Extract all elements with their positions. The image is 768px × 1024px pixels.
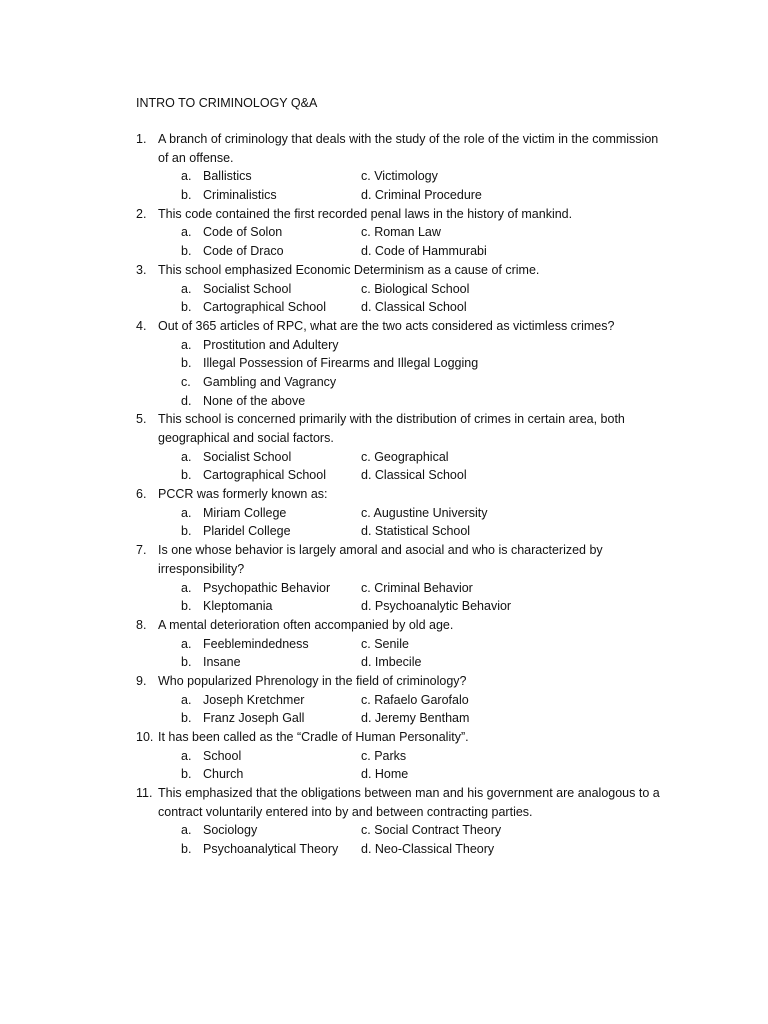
choice-row — [0, 691, 768, 710]
choice-row — [0, 597, 768, 616]
choice-text-alt: d. Home — [361, 767, 409, 782]
choice-text: Insane — [203, 655, 241, 670]
choice-letter: b. — [181, 188, 192, 203]
choice-text-alt: d. Psychoanalytic Behavior — [361, 599, 512, 614]
choice-letter: a. — [181, 337, 192, 352]
choice-letter: b. — [181, 468, 192, 483]
choice-letter: c. — [181, 374, 191, 389]
question-text: Out of 365 articles of RPC, what are the two acts considered as victimless crimes? — [158, 318, 615, 333]
choice-letter: a. — [181, 449, 192, 464]
choice-row — [0, 504, 768, 523]
choice-row — [0, 709, 768, 728]
choice-text: Code of Solon — [203, 225, 283, 240]
choice-text: Franz Joseph Gall — [203, 711, 305, 726]
question-text: It has been called as the “Cradle of Human Personality”. — [158, 730, 469, 744]
choice-text-alt: c. Roman Law — [361, 225, 441, 240]
question-number: 8. — [136, 617, 147, 632]
choice-text-alt: c. Parks — [361, 748, 407, 763]
choice-text-alt: d. Jeremy Bentham — [361, 711, 470, 726]
question-item — [0, 317, 768, 410]
choice-text-alt: c. Senile — [361, 636, 409, 651]
question-text: Is one whose behavior is largely amoral and asocial and who is characterized by — [158, 543, 603, 558]
choice-row — [0, 466, 768, 485]
choice-letter: b. — [181, 356, 192, 371]
question-number: 1. — [136, 132, 147, 146]
question-text: contract voluntarily entered into by and between contracting parties. — [158, 804, 533, 819]
choice-row — [0, 448, 768, 467]
question-text: This school emphasized Economic Determinism as a cause of crime. — [158, 262, 540, 277]
question-line — [0, 616, 768, 635]
question-text: This emphasized that the obligations between man and his government are analogous to a — [158, 786, 660, 801]
choice-text: Ballistics — [203, 169, 252, 184]
choice-row — [0, 765, 768, 784]
choice-row — [0, 821, 768, 840]
question-item — [0, 672, 768, 728]
choice-letter: a. — [181, 636, 192, 651]
choice-text-alt: c. Augustine University — [361, 505, 488, 520]
question-item — [0, 784, 768, 859]
choice-text-alt: d. Code of Hammurabi — [361, 244, 487, 259]
question-text: geographical and social factors. — [158, 431, 334, 445]
question-line — [0, 317, 768, 336]
question-list — [0, 130, 768, 859]
question-line — [0, 130, 768, 149]
choice-text: Miriam College — [203, 505, 287, 520]
question-line — [0, 410, 768, 429]
choice-text-alt: d. Criminal Procedure — [361, 188, 482, 203]
question-line — [0, 205, 768, 224]
choice-letter: b. — [181, 599, 192, 614]
choice-text: Code of Draco — [203, 244, 284, 259]
question-number: 10. — [136, 730, 154, 744]
choice-letter: a. — [181, 281, 192, 296]
question-number: 11. — [136, 786, 153, 801]
choice-letter: b. — [181, 655, 192, 670]
choice-text: Prostitution and Adultery — [203, 337, 339, 352]
question-line — [0, 149, 768, 168]
question-item — [0, 130, 768, 205]
choice-text: Joseph Kretchmer — [203, 692, 305, 707]
choice-text-alt: c. Victimology — [361, 169, 438, 184]
choice-letter: d. — [181, 393, 192, 408]
choice-text: Gambling and Vagrancy — [203, 374, 337, 389]
choice-text-alt: d. Classical School — [361, 300, 467, 315]
question-item — [0, 205, 768, 261]
choice-text-alt: c. Rafaelo Garofalo — [361, 692, 469, 707]
choice-row — [0, 747, 768, 766]
question-item — [0, 261, 768, 317]
choice-letter: b. — [181, 711, 192, 726]
choice-text-alt: d. Statistical School — [361, 524, 471, 539]
choice-text: Kleptomania — [203, 599, 273, 614]
choice-row — [0, 653, 768, 672]
choice-text-alt: c. Geographical — [361, 449, 449, 464]
question-item — [0, 616, 768, 672]
question-text: A branch of criminology that deals with the study of the role of the victim in the commission — [158, 132, 659, 146]
choice-letter: a. — [181, 169, 192, 184]
choice-row — [0, 298, 768, 317]
choice-letter: b. — [181, 300, 192, 315]
choice-text-alt: c. Criminal Behavior — [361, 580, 473, 595]
choice-letter: a. — [181, 823, 192, 838]
question-line — [0, 728, 768, 747]
choice-text: Criminalistics — [203, 188, 277, 203]
question-text: of an offense. — [158, 150, 234, 165]
choice-letter: a. — [181, 505, 192, 520]
choice-letter: a. — [181, 692, 192, 707]
question-line — [0, 429, 768, 448]
choice-text: School — [203, 748, 242, 763]
question-number: 9. — [136, 673, 147, 688]
question-number: 3. — [136, 262, 147, 277]
question-line — [0, 803, 768, 822]
document-title: INTRO TO CRIMINOLOGY Q&A — [136, 96, 318, 110]
question-number: 7. — [136, 543, 147, 558]
question-line — [0, 485, 768, 504]
choice-text: Sociology — [203, 823, 258, 838]
choice-text: Feeblemindedness — [203, 636, 309, 651]
choice-row — [0, 373, 768, 392]
choice-text-alt: d. Imbecile — [361, 655, 422, 670]
choice-text-alt: c. Biological School — [361, 281, 470, 296]
choice-row — [0, 579, 768, 598]
question-text: A mental deterioration often accompanied by old age. — [158, 617, 454, 632]
choice-text: Psychoanalytical Theory — [203, 842, 339, 857]
choice-text-alt: d. Neo-Classical Theory — [361, 842, 495, 857]
choice-row — [0, 242, 768, 261]
choice-text: Socialist School — [203, 281, 292, 296]
choice-row — [0, 635, 768, 654]
question-line — [0, 784, 768, 803]
question-text: This school is concerned primarily with the distribution of crimes in certain area, both — [158, 412, 625, 427]
choice-letter: a. — [181, 225, 192, 240]
question-item — [0, 728, 768, 784]
question-line — [0, 672, 768, 691]
choice-row — [0, 392, 768, 411]
question-line — [0, 541, 768, 560]
choice-text-alt: c. Social Contract Theory — [361, 823, 502, 838]
choice-text: Plaridel College — [203, 524, 291, 539]
choice-row — [0, 280, 768, 299]
choice-text: Psychopathic Behavior — [203, 580, 331, 595]
question-line — [0, 261, 768, 280]
choice-row — [0, 522, 768, 541]
question-text: PCCR was formerly known as: — [158, 487, 328, 502]
choice-text: Cartographical School — [203, 468, 326, 483]
choice-text: Socialist School — [203, 449, 292, 464]
choice-letter: a. — [181, 748, 192, 763]
choice-row — [0, 223, 768, 242]
choice-text: Church — [203, 767, 244, 782]
question-number: 5. — [136, 412, 147, 427]
question-number: 4. — [136, 318, 147, 333]
choice-row — [0, 167, 768, 186]
choice-text-alt: d. Classical School — [361, 468, 467, 483]
choice-text: None of the above — [203, 393, 306, 408]
choice-text: Illegal Possession of Firearms and Illegal Logging — [203, 356, 479, 371]
choice-text: Cartographical School — [203, 300, 326, 315]
question-text: irresponsibility? — [158, 561, 245, 576]
question-item — [0, 485, 768, 541]
choice-row — [0, 354, 768, 373]
choice-row — [0, 186, 768, 205]
question-text: Who popularized Phrenology in the field of criminology? — [158, 673, 467, 688]
question-line — [0, 560, 768, 579]
question-text: This code contained the first recorded penal laws in the history of mankind. — [158, 206, 573, 221]
choice-letter: b. — [181, 244, 192, 259]
question-number: 6. — [136, 487, 147, 502]
choice-letter: a. — [181, 580, 192, 595]
choice-letter: b. — [181, 524, 192, 539]
choice-letter: b. — [181, 842, 192, 857]
choice-row — [0, 840, 768, 859]
question-item — [0, 541, 768, 616]
question-number: 2. — [136, 206, 147, 221]
question-item — [0, 410, 768, 485]
choice-letter: b. — [181, 767, 192, 782]
choice-row — [0, 336, 768, 355]
